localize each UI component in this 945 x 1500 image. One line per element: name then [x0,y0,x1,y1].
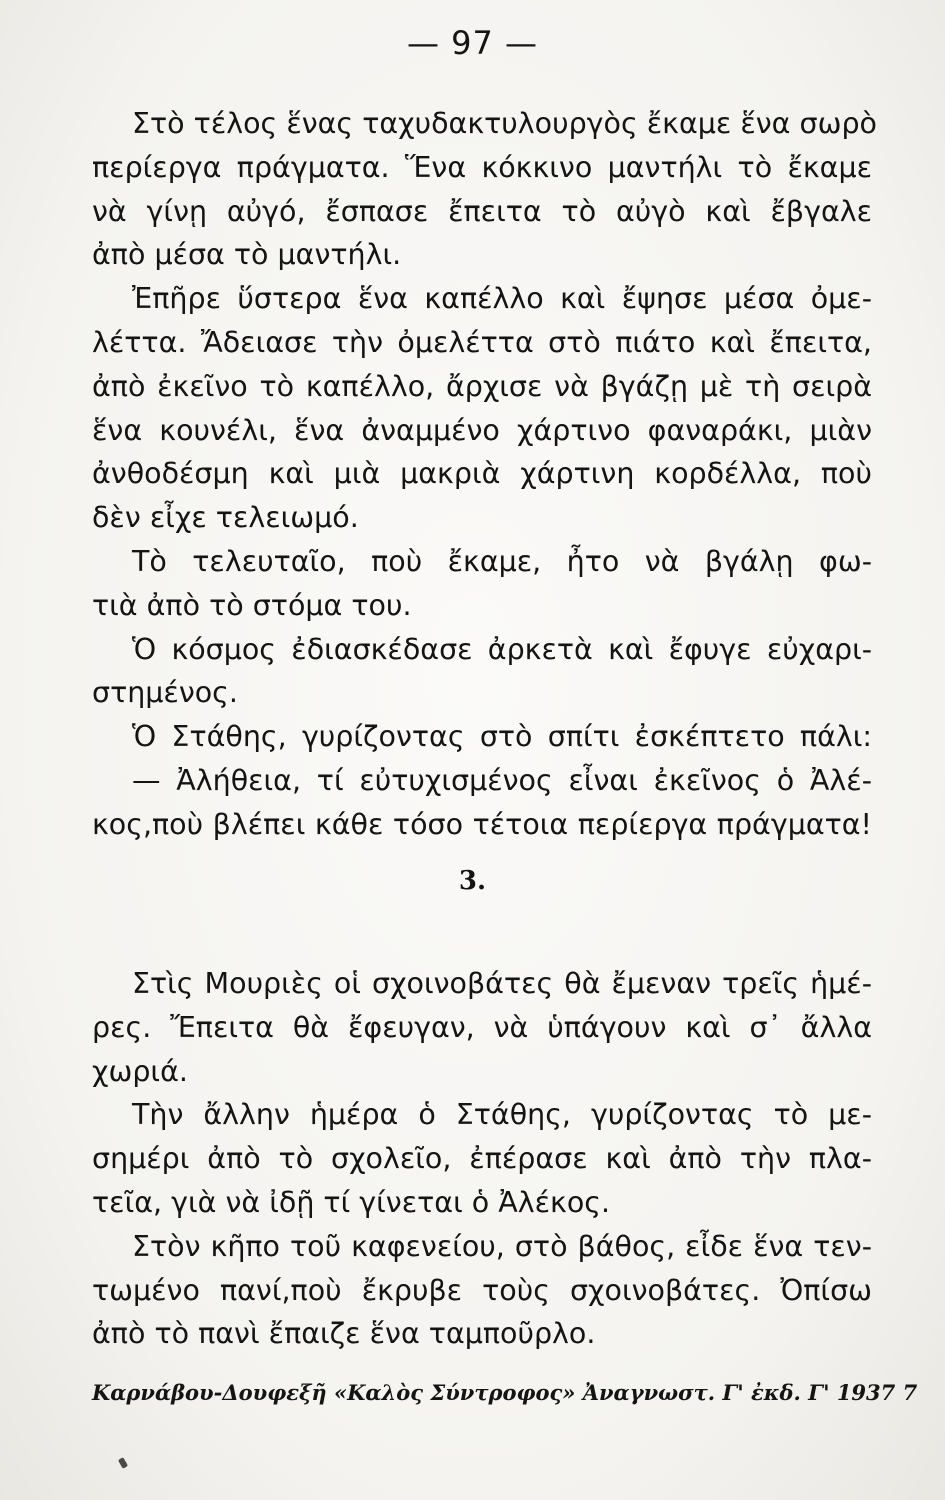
text-line: Ἐπῆρε ὕστερα ἕνα καπέλλο καὶ ἔψησε μέσα ὀμε- [132,282,872,316]
text-line: Ὁ Στάθης, γυρίζοντας στὸ σπίτι ἐσκέπτετο πάλι: [132,720,872,754]
text-line: σημέρι ἀπὸ τὸ σχολεῖο, ἐπέρασε καὶ ἀπὸ τὴν πλα- [92,1142,872,1176]
text-line: ρες. Ἔπειτα θὰ ἔφευγαν, νὰ ὑπάγουν καὶ σ᾿ ἄλλα [92,1010,872,1044]
page-footer: Καρνάβου-Δουφεξῆ «Καλὸς Σύντροφος» Ἀναγνωστ. Γ' ἐκδ. Γ' 1937 7 [92,1380,918,1405]
text-line: τεῖα, γιὰ νὰ ἰδῇ τί γίνεται ὁ Ἀλέκος. [92,1185,611,1219]
text-line: λέττα. Ἄδειασε τὴν ὀμελέττα στὸ πιάτο καὶ ἔπειτα, [92,325,872,359]
text-line: Τὸ τελευταῖο, ποὺ ἔκαμε, ἦτο νὰ βγάλῃ φω- [132,544,872,578]
ink-mark [118,1457,128,1469]
text-line: χωριά. [92,1054,188,1088]
text-block-1 [92,102,877,847]
text-line: ἀπὸ τὸ πανὶ ἔπαιζε ἕνα ταμποῦρλο. [92,1317,596,1351]
page-number: — 97 — [406,24,539,62]
text-line: Τὴν ἄλλην ἡμέρα ὁ Στάθης, γυρίζοντας τὸ με- [132,1098,872,1132]
text-line: Ὁ κόσμος ἐδιασκέδασε ἀρκετὰ καὶ ἔφυγε εὐχαρι- [132,632,872,666]
text-line: ἀνθοδέσμη καὶ μιὰ μακριὰ χάρτινη κορδέλλα, ποὺ [92,457,872,491]
section-number: 3. [458,866,487,896]
text-line: δὲν εἶχε τελειωμό. [92,501,359,535]
text-line: Στὸ τέλος ἕνας ταχυδακτυλουργὸς ἔκαμε ἕνα σωρὸ [132,107,877,140]
text-line: — Ἀλήθεια, τί εὐτυχισμένος εἶναι ἐκεῖνος ὁ Ἀλέ- [132,763,872,797]
text-line: στημένος. [92,676,238,710]
text-line: ἀπὸ μέσα τὸ μαντήλι. [92,238,402,272]
text-line: νὰ γίνῃ αὐγό, ἔσπασε ἔπειτα τὸ αὐγὸ καὶ ἔβγαλε [92,194,872,228]
text-line: ἕνα κουνέλι, ἕνα ἀναμμένο χάρτινο φαναράκι, μιὰν [92,413,872,447]
text-line: Στὸν κῆπο τοῦ καφενείου, στὸ βάθος, εἶδε ἕνα τεν- [132,1229,872,1263]
text-line: Στὶς Μουριὲς οἱ σχοινοβάτες θὰ ἔμεναν τρεῖς ἡμέ- [132,967,872,1000]
text-block-2 [92,962,872,1356]
text-line: κος,ποὺ βλέπει κάθε τόσο τέτοια περίεργα πράγματα! [92,807,872,841]
text-line: περίεργα πράγματα. Ἕνα κόκκινο μαντήλι τὸ ἔκαμε [92,150,872,184]
text-line: τωμένο πανί,ποὺ ἔκρυβε τοὺς σχοινοβάτες. Ὀπίσω [92,1273,872,1307]
text-line: τιὰ ἀπὸ τὸ στόμα του. [92,588,412,622]
text-line: ἀπὸ ἐκεῖνο τὸ καπέλλο, ἄρχισε νὰ βγάζῃ μὲ τὴ σειρὰ [92,369,872,403]
